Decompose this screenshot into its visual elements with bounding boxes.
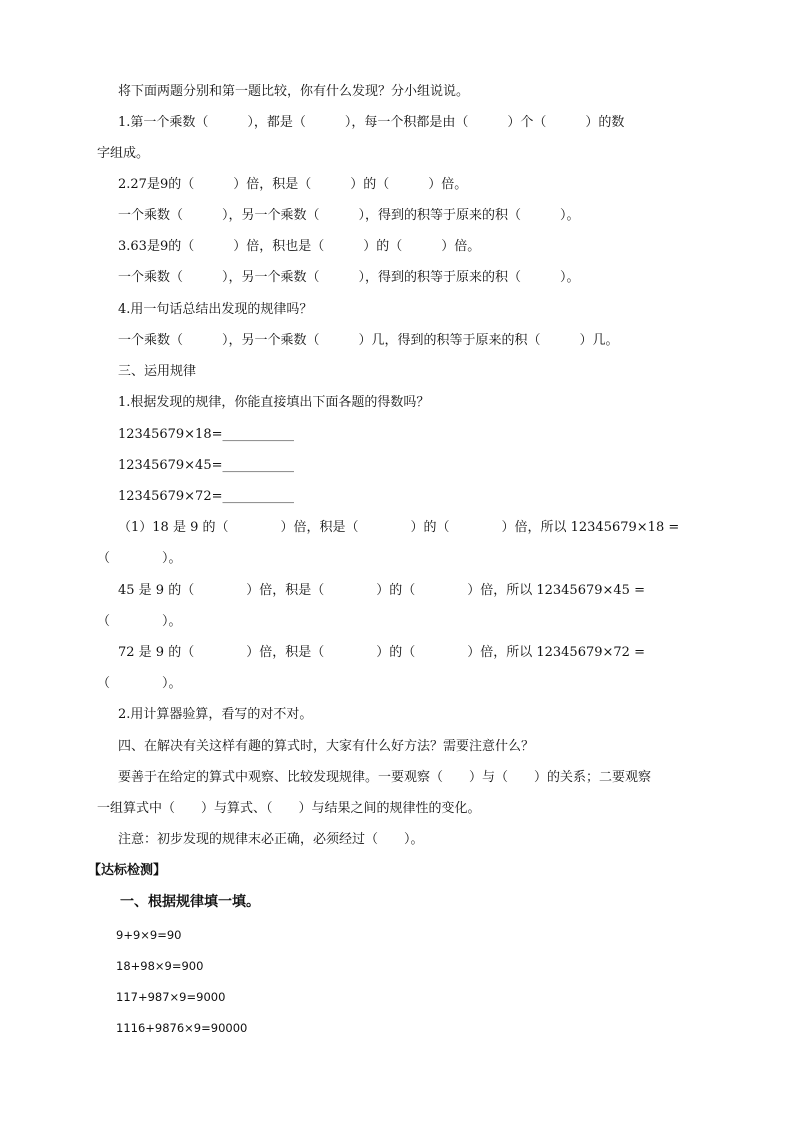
section-assessment: 【达标检测】 <box>88 863 167 878</box>
instruction-compare: 将下面两题分别和第一题比较，你有什么发现？分小组说说。 <box>118 84 470 99</box>
note-text: 注意：初步发现的规律末必正确，必须经过（ ）。 <box>118 832 424 847</box>
apply-question-1: 1.根据发现的规律，你能直接填出下面各题的得数吗？ <box>118 395 430 410</box>
question-3: 3.63是9的（ ）倍，积也是（ ）的（ ）倍。 <box>118 239 481 254</box>
sub-question-45-answer: （ ）。 <box>97 614 182 629</box>
sub-question-72: 72 是 9 的（ ）倍，积是（ ）的（ ）倍，所以 12345679×72 = <box>118 645 645 660</box>
section-apply-rule: 三、运用规律 <box>118 364 197 379</box>
section-method: 四、在解决有关这样有趣的算式时，大家有什么好方法？需要注意什么？ <box>118 739 535 754</box>
sub-question-18: （1）18 是 9 的（ ）倍，积是（ ）的（ ）倍，所以 12345679×18 = <box>118 520 680 535</box>
pattern-line-2: 18+98×9=900 <box>116 959 204 973</box>
pattern-line-1: 9+9×9=90 <box>116 928 182 942</box>
sub-question-45: 45 是 9 的（ ）倍，积是（ ）的（ ）倍，所以 12345679×45 = <box>118 583 645 598</box>
pattern-line-3: 117+987×9=9000 <box>116 990 226 1004</box>
question-1-cont: 字组成。 <box>97 146 150 161</box>
sub-question-18-answer: （ ）。 <box>97 551 182 566</box>
method-text-2: 一组算式中（ ）与算式、（ ）与结果之间的规律性的变化。 <box>97 801 481 816</box>
assessment-question-1: 一、根据规律填一填。 <box>120 894 260 910</box>
question-1: 1.第一个乘数（ ），都是（ ），每一个积都是由（ ）个（ ）的数 <box>118 115 625 130</box>
equation-72: 12345679×72=___________ <box>118 489 294 504</box>
method-text-1: 要善于在给定的算式中观察、比较发现规律。一要观察（ ）与（ ）的关系；二要观察 <box>118 770 652 785</box>
equation-45: 12345679×45=___________ <box>118 458 294 473</box>
question-4: 4.用一句话总结出发现的规律吗？ <box>118 302 313 317</box>
question-3-factor: 一个乘数（ ），另一个乘数（ ），得到的积等于原来的积（ ）。 <box>118 270 580 285</box>
question-2-factor: 一个乘数（ ），另一个乘数（ ），得到的积等于原来的积（ ）。 <box>118 208 580 223</box>
sub-question-72-answer: （ ）。 <box>97 676 182 691</box>
equation-18: 12345679×18=___________ <box>118 427 294 442</box>
apply-question-2: 2.用计算器验算，看写的对不对。 <box>118 707 313 722</box>
question-4-rule: 一个乘数（ ），另一个乘数（ ）几，得到的积等于原来的积（ ）几。 <box>118 333 619 348</box>
question-2: 2.27是9的（ ）倍，积是（ ）的（ ）倍。 <box>118 177 468 192</box>
pattern-line-4: 1116+9876×9=90000 <box>116 1021 248 1035</box>
